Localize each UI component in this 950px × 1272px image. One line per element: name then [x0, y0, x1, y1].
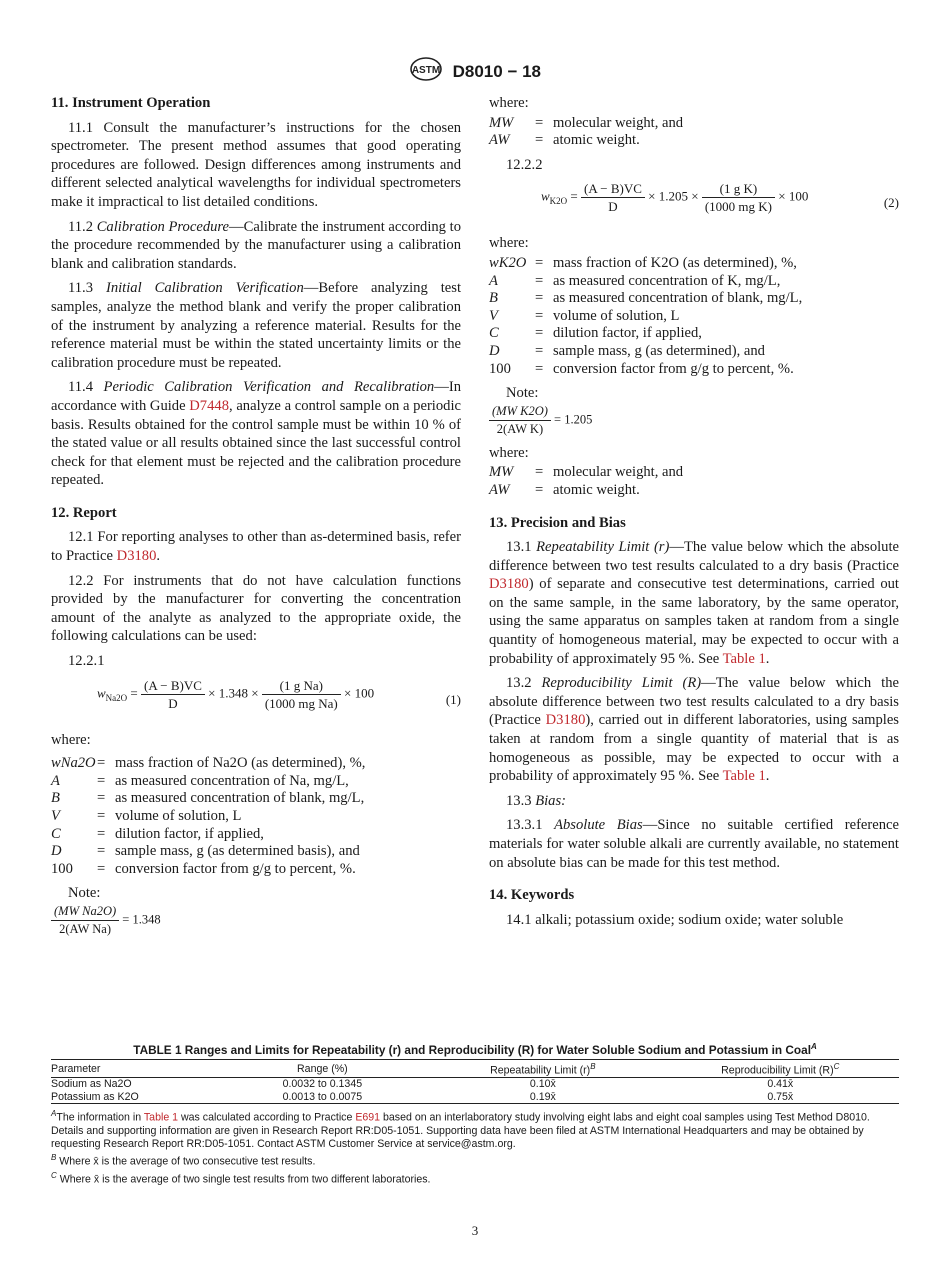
link-d3180[interactable]: D3180	[116, 548, 157, 565]
definition-row: MW = molecular weight, and	[489, 114, 684, 131]
page-number: 3	[471, 1223, 479, 1238]
definition-row: C = dilution factor, if applied,	[51, 825, 264, 842]
para-11-2: 11.2 Calibration Procedure—Calibrate the instrument according to the procedure recommended by the manufacturer using a calibration blank and calibration standards.	[51, 218, 462, 272]
section-13-title: 13. Precision and Bias	[489, 514, 626, 531]
footnote-c: $^C$ Where x̄ is the average of two single test results from two different laboratories.	[51, 1170, 431, 1186]
definition-row: AW = atomic weight.	[489, 481, 640, 498]
section-12-title: 12. Report	[51, 504, 117, 521]
para-11-4: 11.4 Periodic Calibration Verification and Recalibration—In accordance with Guide D7448, analyze a control sample on a periodic basis. Results obtained for the control sample must be within 10 % of the stated value or all results obtained since the last successful control check for that element must be rejected and the calibration procedure repeated.	[51, 379, 461, 489]
definitions-table	[489, 115, 899, 150]
equation-number: (2)	[883, 195, 899, 211]
para-12-2-2: 12.2.2	[506, 156, 543, 173]
para-12-2-1: 12.2.1	[68, 653, 105, 670]
note-formula: $\frac{\text{(MW K2O)}}{\text{2(AW K)}}$ = 1.205	[489, 403, 899, 438]
definition-row: V = volume of solution, L	[489, 307, 680, 324]
definition-row: B = as measured concentration of blank, mg/L,	[489, 290, 803, 307]
section-11-title: 11. Instrument Operation	[51, 95, 211, 111]
definition-row: 100 = conversion factor from g/g to percent, %.	[489, 360, 794, 377]
definition-row: V = volume of solution, L	[51, 808, 242, 824]
astm-logo	[409, 56, 443, 88]
definition-row: C = dilution factor, if applied,	[489, 325, 702, 342]
definition-row: wNa2O = mass fraction of Na2O (as determined), %,	[51, 755, 366, 772]
col-header: Range (%)	[221, 1059, 425, 1078]
link-table-1[interactable]: Table 1	[143, 1111, 179, 1124]
para-13-3: 13.3 Bias:	[506, 792, 567, 809]
table-1-grid	[51, 1059, 899, 1105]
col-header: Repeatability Limit $(r)^B$	[424, 1059, 661, 1078]
para-12-2: 12.2 For instruments that do not have calculation functions provided by the manufacturer for converting the concentration amount of the analyte as analyzed to the appropriate oxide, the following calculations can be used:	[51, 572, 461, 645]
note-label: Note:	[506, 385, 539, 402]
para-12-1: 12.1 For reporting analyses to other than as-determined basis, refer to Practice D3180.	[51, 529, 461, 565]
footnote-b: $^B$ Where x̄ is the average of two consecutive test results.	[51, 1152, 316, 1168]
page-header	[0, 56, 950, 88]
equation-1: $w_{Na2O}$ = $\frac{(A - B)VC}{D}$ × 1.348 × $\frac{\text{(1 g Na)}}{\text{(1000 mg Na)}}$ × 100 (1)	[97, 677, 461, 711]
definition-row: MW = molecular weight, and	[489, 464, 684, 481]
table-footnotes	[51, 1107, 899, 1186]
para-11-1: 11.1 Consult the manufacturer’s instructions for the chosen spectrometer. The present method assumes that good operating procedures are followed. Design differences among instruments and different selected analytical wavelengths for individual spectrometers make it impractical to list detailed conditions.	[51, 119, 461, 210]
table-header-row	[51, 1059, 899, 1078]
para-13-3-1: 13.3.1 Absolute Bias—Since no suitable certified reference materials for water soluble alkali are currently available, no statement on absolute bias can be made for this test method.	[489, 817, 899, 871]
left-column	[51, 94, 461, 944]
table-1	[51, 1040, 899, 1186]
link-e691[interactable]: E691	[355, 1111, 381, 1124]
definitions-table	[51, 755, 461, 878]
definition-row: A = as measured concentration of K, mg/L,	[489, 272, 781, 289]
section-14-title: 14. Keywords	[489, 887, 575, 904]
equation-number: (1)	[445, 691, 461, 707]
right-column	[489, 94, 899, 935]
where-label: where:	[51, 731, 91, 748]
link-table-1[interactable]: Table 1	[722, 768, 766, 785]
table-row: Potassium as K2O 0.0013 to 0.0075 0.19x̄ 0.75x̄	[51, 1091, 899, 1104]
where-label: where:	[489, 235, 529, 252]
svg-text:ASTM: ASTM	[411, 65, 441, 76]
definition-row: AW = atomic weight.	[489, 132, 640, 149]
link-d7448[interactable]: D7448	[189, 397, 229, 414]
note-label: Note:	[68, 885, 101, 902]
link-table-1[interactable]: Table 1	[722, 650, 766, 667]
footnote-a: $^A$The information in Table 1 was calculated according to Practice E691 based on an interlaboratory study involving eight labs and eight coal samples using Test Method D8010. Details and supporting information are given in Research Report RR:D05-1051. Supporting data have been filed at ASTM International Headquarters and may be obtained by requesting Research Report RR:D05-1051. Contact ASTM Customer Service at service@astm.org.	[51, 1109, 870, 1150]
para-14-1: 14.1 alkali; potassium oxide; sodium oxide; water soluble	[506, 911, 844, 928]
definitions-table	[489, 255, 899, 378]
definition-row: A = as measured concentration of Na, mg/L,	[51, 772, 349, 789]
where-label: where:	[489, 444, 529, 461]
definitions-table	[489, 464, 899, 499]
link-d3180[interactable]: D3180	[489, 576, 529, 593]
col-header: Parameter	[51, 1059, 221, 1078]
note-formula: $\frac{\text{(MW Na2O)}}{\text{2(AW Na)}}$ = 1.348	[51, 903, 461, 938]
where-label: where:	[489, 95, 529, 111]
definition-row: 100 = conversion factor from g/g to percent, %.	[51, 860, 356, 877]
definition-row: wK2O = mass fraction of K2O (as determined), %,	[489, 254, 797, 271]
para-13-2: 13.2 Reproducibility Limit (R)—The value below which the absolute difference between two test results calculated to a dry basis (Practice D3180), carried out in different laboratories, using samples taken at random from a single quantity of material that is as homogeneous as possible, may be expected to occur with a probability of approximately 95 %. See Table 1.	[489, 675, 899, 785]
equation-2: $w_{K2O}$ = $\frac{(A - B)VC}{D}$ × 1.205 × $\frac{\text{(1 g K)}}{\text{(1000 mg K)}}$ × 100 (2)	[541, 181, 899, 215]
definition-row: B = as measured concentration of blank, mg/L,	[51, 790, 365, 807]
para-11-3: 11.3 Initial Calibration Verification—Before analyzing test samples, analyze the method blank and verify the proper calibration of the instrument by analyzing a reference material. Results for the reference material must be within the stated uncertainty limits or the calibration procedure must be repeated.	[51, 280, 461, 371]
para-13-1: 13.1 Repeatability Limit (r)—The value below which the absolute difference between two test results calculated to a dry basis (Practice D3180) of separate and consecutive test determinations, carried out on the same sample, in the same laboratory, by the same operator, using the same apparatus on samples taken at random from a single quantity of homogeneous material, may be expected to occur with a probability of approximately 95 %. See Table 1.	[489, 539, 899, 667]
document-code: D8010 − 18	[452, 61, 542, 81]
table-title: TABLE 1 Ranges and Limits for Repeatability (r) and Reproducibility (R) for Water Soluble Sodium and Potassium in Coal$^A$	[133, 1042, 817, 1057]
definition-row: D = sample mass, g (as determined), and	[489, 342, 765, 359]
table-row: Sodium as Na2O 0.0032 to 0.1345 0.10x̄ 0.41x̄	[51, 1078, 794, 1091]
link-d3180[interactable]: D3180	[545, 712, 586, 729]
definition-row: D = sample mass, g (as determined basis), and	[51, 843, 360, 860]
col-header: Reproducibility Limit $(R)^C$	[662, 1059, 899, 1078]
